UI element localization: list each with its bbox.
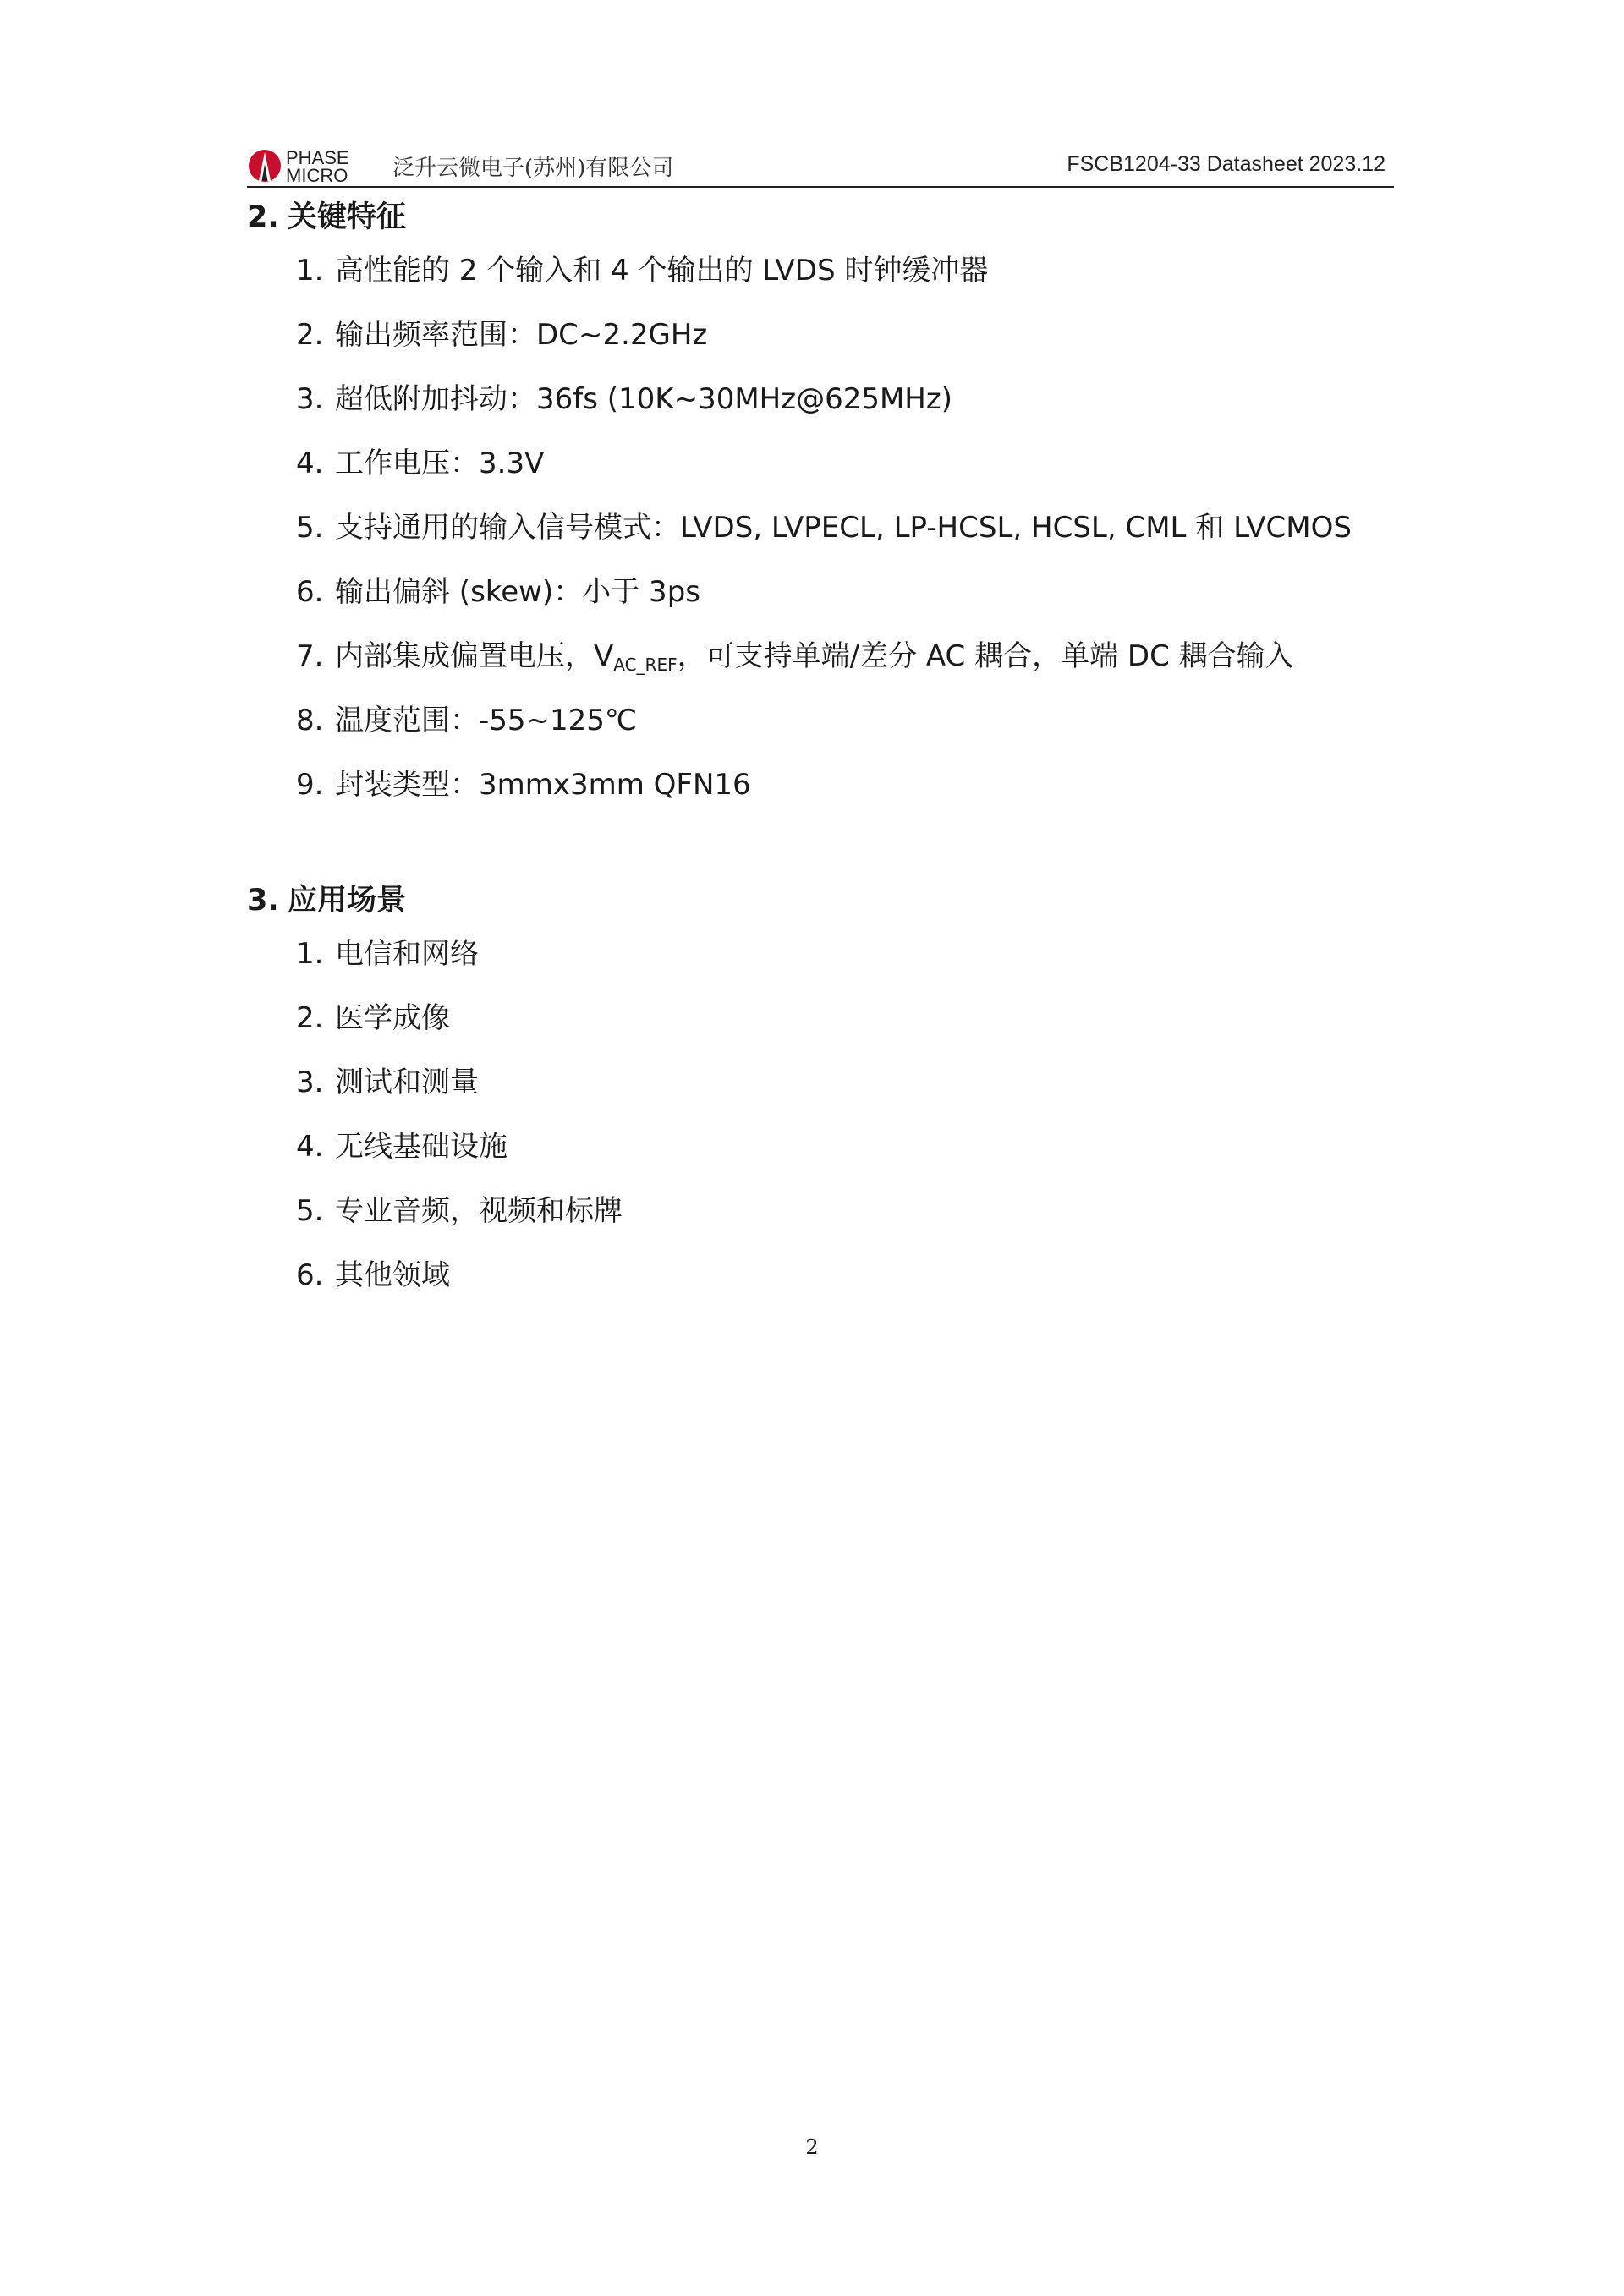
company-name: 泛升云微电子(苏州)有限公司	[392, 156, 674, 181]
item-number: 5.	[296, 1194, 324, 1228]
item-text: 医学成像	[335, 1001, 450, 1035]
list-item	[247, 1050, 1431, 1115]
page-header	[247, 142, 1394, 188]
item-number: 2.	[296, 318, 324, 352]
application-list	[247, 922, 1431, 1307]
item-number: 4.	[296, 1130, 324, 1164]
list-item	[247, 238, 1431, 303]
item-text: 其他领域	[335, 1258, 450, 1292]
logo-text-phase: PHASE	[286, 147, 349, 168]
section-title	[247, 879, 1431, 922]
section-key-features	[247, 196, 1431, 817]
item-text: 封装类型：3mmx3mm QFN16	[335, 768, 751, 802]
item-text: 高性能的 2 个输入和 4 个输出的 LVDS 时钟缓冲器	[335, 254, 989, 288]
section-applications	[247, 879, 1431, 1307]
item-text: 无线基础设施	[335, 1130, 508, 1164]
section-heading: 应用场景	[288, 884, 407, 918]
section-number: 3.	[247, 884, 279, 918]
item-text: 测试和测量	[335, 1066, 479, 1099]
item-text: 支持通用的输入信号模式：LVDS, LVPECL, LP-HCSL, HCSL, CML 和 LVCMOS	[335, 511, 1352, 545]
list-item	[247, 431, 1431, 496]
item-number: 3.	[296, 1066, 324, 1099]
list-item	[247, 303, 1431, 367]
document-reference: FSCB1204-33 Datasheet 2023.12	[1067, 152, 1385, 176]
item-number: 9.	[296, 768, 324, 802]
item-text: 电信和网络	[335, 937, 479, 971]
section-heading: 关键特征	[288, 200, 407, 234]
item-text: 输出频率范围：DC~2.2GHz	[335, 318, 708, 352]
item-text: 输出偏斜 (skew)：小于 3ps	[335, 575, 700, 609]
item-text: 专业音频，视频和标牌	[335, 1194, 623, 1228]
item-number: 2.	[296, 1001, 324, 1035]
list-item	[247, 986, 1431, 1050]
section-number: 2.	[247, 200, 279, 234]
list-item	[247, 688, 1431, 753]
item-number: 8.	[296, 704, 324, 737]
item-text: 工作电压：3.3V	[335, 447, 545, 480]
item-text-post: ，可支持单端/差分 AC 耦合，单端 DC 耦合输入	[677, 639, 1294, 673]
item-number: 3.	[296, 382, 324, 416]
item-text	[335, 624, 1294, 697]
list-item	[247, 1243, 1431, 1307]
item-text-pre: 内部集成偏置电压，V	[335, 639, 614, 673]
section-title	[247, 196, 1431, 238]
list-item	[247, 560, 1431, 624]
phase-micro-logo	[247, 147, 376, 184]
list-item	[247, 496, 1431, 560]
item-number: 6.	[296, 575, 324, 609]
logo-text-micro: MICRO	[286, 165, 348, 184]
item-number: 1.	[296, 254, 324, 288]
list-item	[247, 367, 1431, 431]
list-item	[247, 753, 1431, 817]
item-number: 6.	[296, 1258, 324, 1292]
item-number: 4.	[296, 447, 324, 480]
item-number: 5.	[296, 511, 324, 545]
list-item	[247, 1115, 1431, 1179]
list-item	[247, 922, 1431, 986]
item-number: 7.	[296, 639, 324, 673]
item-number: 1.	[296, 937, 324, 971]
feature-list	[247, 238, 1431, 817]
item-text: 超低附加抖动：36fs (10K~30MHz@625MHz)	[335, 382, 952, 416]
list-item	[247, 624, 1431, 688]
item-text-subscript: AC_REF	[613, 655, 678, 675]
page-number: 2	[805, 2135, 819, 2159]
list-item	[247, 1179, 1431, 1243]
item-text: 温度范围：-55~125℃	[335, 704, 638, 737]
